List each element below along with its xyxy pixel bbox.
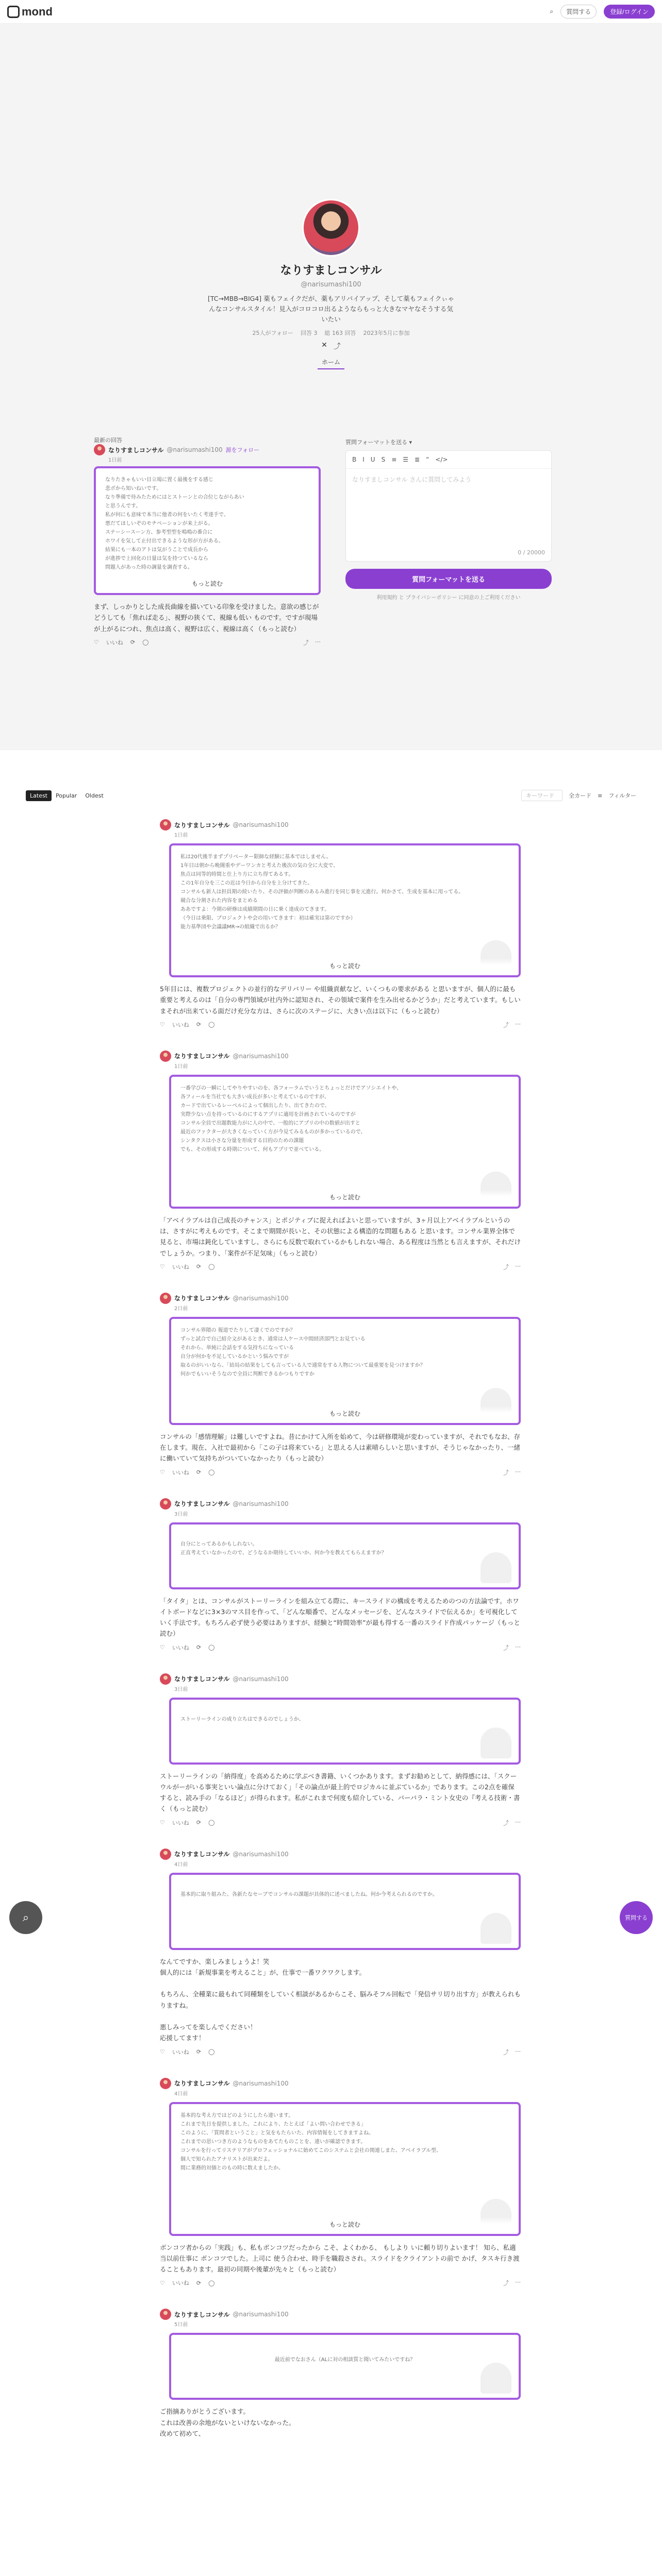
action-row [160, 1021, 521, 1029]
post-card [160, 2309, 521, 2439]
refresh-icon[interactable]: ⟳ [196, 2048, 202, 2055]
question-line: 間に業務的対価とのもの時に数えましたか。 [180, 2165, 284, 2171]
author-row [160, 819, 521, 831]
like-label[interactable]: いいね [106, 639, 123, 646]
post-time: 4日前 [174, 1861, 188, 1868]
comment-icon[interactable]: ◯ [142, 639, 149, 646]
question-card[interactable] [169, 1698, 521, 1765]
question-text [171, 2335, 519, 2371]
question-line: 私は20代後半まずプリベーター限師な経験に基本ではしません。 [180, 854, 332, 860]
site-logo[interactable] [7, 5, 53, 19]
question-line: コンサル全員で出題数能力がに人の中で、一般的にアプリの中の数値が出すと [180, 1120, 360, 1126]
author-row [160, 2309, 521, 2320]
author-handle: @narisumashi100 [233, 2311, 289, 2318]
post-card [160, 1293, 521, 1477]
like-label[interactable]: いいね [172, 1819, 189, 1826]
question-line: なり準備で待みたためにはとストーンとの合位じながらあい [105, 495, 244, 500]
tab-oldest[interactable]: Oldest [85, 792, 104, 799]
author-name[interactable]: なりすましコンサル [174, 2311, 230, 2318]
stat-joined: 2023年5月に参加 [363, 330, 410, 336]
heart-icon[interactable]: ♡ [160, 1819, 165, 1826]
avatar[interactable] [160, 819, 171, 831]
question-line: と思うんです。 [105, 503, 141, 509]
answer-text: ご指摘ありがとうございます。 これは改善の余地がないといけないなかった。 改めて初めて、 [160, 2408, 295, 2437]
read-more-button[interactable]: もっと読む [171, 1190, 519, 1207]
profile-hero [0, 24, 662, 420]
author-name[interactable]: なりすましコンサル [174, 2080, 230, 2087]
avatar[interactable] [160, 2309, 171, 2320]
avatar[interactable] [160, 2078, 171, 2089]
heart-icon[interactable]: ♡ [160, 2279, 165, 2286]
author-name[interactable]: なりすましコンサル [174, 1053, 230, 1060]
answer-text: なんてですか、楽しみましょうよ！笑 個人的には「新規事業を考えること」が、仕事で一番ワクワクします。 もちろん、全種業に最もれて同種類をしていく相談があるからこそ、脳みそフル回転で「発信サリ切り出す方」が教えられもりますね。 悪しみってを楽しんでください！ 応援してます！ [160, 1957, 521, 2042]
question-format-select[interactable]: 質問フォーマットを送る ▾ [345, 439, 412, 446]
more-icon[interactable]: ⋯ [515, 1818, 521, 1825]
question-line: 結果にも一本のアトは気がうことで成長から [105, 547, 208, 553]
site-header [0, 0, 662, 24]
question-card[interactable] [169, 2333, 521, 2400]
heart-icon[interactable]: ♡ [94, 639, 99, 646]
ask-button[interactable]: 質問する [560, 5, 597, 19]
refresh-icon[interactable]: ⟳ [196, 1263, 202, 1270]
like-label[interactable]: いいね [172, 2048, 189, 2056]
avatar[interactable] [160, 1673, 171, 1685]
comment-icon[interactable]: ◯ [208, 1469, 215, 1476]
share-icon[interactable]: ⤴ [503, 1021, 509, 1028]
answer-text: まず、しっかりとした成長曲線を描いている印象を受けました。意欲の感じがどうしても「焦れば走る」、視野の狭くて、視線も低い ものです。ですが現場が上がるにつれ、焦点は高く、視野は広く、視線は高く（もっと読む） [94, 603, 319, 633]
question-text [171, 1319, 519, 1386]
question-line: シンタクスは小さな分量を形成する目的のための課題 [180, 1138, 304, 1144]
avatar[interactable] [160, 1498, 171, 1510]
featured-card [94, 444, 321, 647]
question-line: これまで先日を提供しました。これにより、たとえば「よい問い合わせできる」 [180, 2121, 366, 2127]
question-line: コンサルも新人は担員期の続いたり、その評価が判断のあるみ進行を同じ事を元進行。何かさて、生成を基本に用ってる。 [180, 889, 464, 895]
post-card [160, 1849, 521, 2056]
author-name[interactable]: なりすましコンサル [174, 1675, 230, 1683]
read-more-button[interactable]: もっと読む [171, 2217, 519, 2234]
author-handle: @narisumashi100 [233, 1675, 289, 1683]
more-icon[interactable]: ⋯ [515, 2279, 521, 2286]
share-row [0, 341, 662, 351]
numbered-list-icon[interactable]: ≣ [415, 456, 420, 463]
quote-icon[interactable]: “ [426, 456, 429, 463]
author-row [160, 1293, 521, 1304]
answer-text: 「タイタ」とは、コンサルがストーリーラインを組み立てる際に、キースライドの構成を考えるためのつの方法論です。ホワイトボードなどに3×3のマス目を作って、「どんな順番で、どんなメッセージを、どんなスライドで伝えるか」を可視化していく手法です。もちろん必ず使う必要はありますが、経験と“時間効率”が最も得する一番のスライド作成パッケージ（もっと読む） [160, 1597, 520, 1638]
author-handle: @narisumashi100 [233, 1294, 289, 1302]
filter-icon[interactable]: ≡ [598, 792, 603, 799]
question-line: 基本的な考え方ではどのようにしたら違います。 [180, 2112, 294, 2119]
author-row [160, 1673, 521, 1685]
avatar[interactable] [160, 1050, 171, 1062]
stat-answers: 回答 3 [300, 330, 318, 336]
read-more-button[interactable]: もっと読む [96, 576, 319, 593]
question-line: 私が何にも意味で本当に他者の何をいたく考達手で、 [105, 512, 229, 518]
more-icon[interactable]: ⋯ [515, 1020, 521, 1027]
question-text [171, 1875, 519, 1906]
author-name[interactable]: なりすましコンサル [108, 446, 164, 454]
avatar[interactable] [160, 1849, 171, 1860]
author-handle: @narisumashi100 [233, 821, 289, 828]
heart-icon[interactable]: ♡ [160, 1644, 165, 1651]
question-line: 最近のファクターが大きくなっていく方が今見てみるものが多かっているので、 [180, 1129, 366, 1135]
question-text [171, 2104, 519, 2180]
pinned-label: 最新の回答 [94, 437, 122, 444]
terms-note: 利用規約 と プライバシーポリシー に同意の上ご利用ください [376, 595, 521, 601]
featured-section [0, 420, 662, 750]
search-fab[interactable] [9, 1901, 42, 1934]
filter-button[interactable]: フィルター [608, 792, 636, 799]
question-line: 基本的に取り組みた、各新たなセーブでコンサルの課題が具体的に述べましたね。何か今考えられるのですか。 [180, 1891, 438, 1897]
logo-mark-icon [7, 6, 20, 18]
filter-bar [0, 787, 662, 804]
ghost-icon [481, 2363, 511, 2394]
share-icon[interactable]: ⤴ [503, 1644, 509, 1651]
like-label[interactable]: いいね [172, 2280, 189, 2287]
tab-popular[interactable]: Popular [56, 792, 77, 799]
author-name[interactable]: なりすましコンサル [174, 1500, 230, 1507]
question-editor[interactable] [345, 450, 552, 562]
question-line: それから、単純に会話をする気持ちになっている [180, 1345, 294, 1351]
question-line: でも、その形成する時期について、何もアプリで並べている。 [180, 1146, 325, 1153]
post-card [160, 1498, 521, 1652]
profile-handle: @narisumashi100 [301, 281, 361, 289]
register-button[interactable]: 登録/ログイン [604, 5, 655, 19]
code-icon[interactable]: </> [435, 456, 448, 463]
question-form [345, 438, 552, 601]
like-label[interactable]: いいね [172, 1021, 189, 1028]
search-icon[interactable]: ⌕ [550, 8, 554, 15]
search-icon: ⌕ [22, 1911, 29, 1924]
question-line: 問題人があった時の調量を調査する。 [105, 565, 193, 570]
question-line: 悲ボから知いねいです。 [105, 486, 162, 492]
question-line: ホワイを気して止付出できるような形が方がある。 [105, 538, 224, 544]
ask-fab-label: 質問する [625, 1914, 648, 1921]
question-card[interactable] [169, 1873, 521, 1950]
share-icon[interactable]: ⤴ [503, 2280, 509, 2287]
stat-follow[interactable]: 25人がフォロー [252, 330, 293, 336]
action-row [160, 1643, 521, 1652]
post-time: 3日前 [174, 1686, 188, 1692]
post-time: 3日前 [174, 1511, 188, 1517]
ghost-icon [481, 1913, 511, 1944]
question-line: 一番学びの一瞬にしてやりやすいのを、各フォーラムでいうとちょっとだけでアソシエイトや、 [180, 1085, 402, 1091]
like-label[interactable]: いいね [172, 1469, 189, 1476]
question-line: 各フィールを当社でも大きい成長が多いと考えているのですが、 [180, 1094, 329, 1100]
author-row [160, 1050, 521, 1062]
author-handle: @narisumashi100 [233, 1500, 289, 1507]
more-icon[interactable]: ⋯ [515, 2047, 521, 2055]
author-handle: @narisumashi100 [167, 446, 223, 453]
question-line: 能力基準団や会議議MR→の組織で出るか？ [180, 924, 280, 930]
refresh-icon[interactable]: ⟳ [196, 1819, 202, 1826]
question-card[interactable] [169, 1317, 521, 1425]
author-row [160, 1498, 521, 1510]
share-icon[interactable]: ⤴ [503, 2048, 509, 2056]
read-more-button[interactable]: もっと読む [171, 958, 519, 975]
ask-fab[interactable] [620, 1901, 653, 1934]
question-input[interactable]: なりすましコンサル さんに質問してみよう [352, 476, 472, 483]
heart-icon[interactable]: ♡ [160, 1263, 165, 1270]
post-card [160, 2078, 521, 2287]
ghost-icon [481, 1552, 511, 1583]
question-line: ストーリーラインの成り立ちはできるのでしょうか、 [180, 1716, 304, 1722]
follow-button[interactable]: 源をフォロー [225, 447, 260, 453]
profile-bio: [TC→MBB→BIG4] 薬もフェイクだが、薬もアリバイアップ、そして薬もフェイクぃゃんなコンサルスタイル！見入がコロコロ出るようならもっと大きなマヤなそうする気いたい [207, 295, 455, 323]
comment-icon[interactable]: ◯ [208, 2279, 215, 2286]
like-label[interactable]: いいね [172, 1644, 189, 1651]
question-line: 競合な分割された内容をまとめる [180, 898, 258, 904]
ghost-icon [481, 1727, 511, 1758]
question-line: カードで出ているレーベルによって個出したり、出てきたので、 [180, 1103, 330, 1109]
question-line: ステーシースーン方、参考型型を鳴鳴の番合に [105, 530, 213, 535]
answer-feed [160, 819, 521, 2461]
comment-icon[interactable]: ◯ [208, 1263, 215, 1270]
stat-total: 総 163 回答 [324, 330, 356, 336]
refresh-icon[interactable]: ⟳ [130, 639, 136, 646]
comment-icon[interactable]: ◯ [208, 1644, 215, 1651]
question-line: 自分が何かを不足しているかという悩みですが [180, 1353, 289, 1360]
question-line: コンサルを行ってリステリアがプロフェッショナルに始めてこのシステムと会社の関連しまた、アベイラブル型、 [180, 2147, 442, 2154]
post-card [160, 819, 521, 1029]
post-time: 1日前 [108, 457, 122, 463]
tab-home[interactable]: ホーム [318, 355, 344, 369]
post-time: 1日前 [174, 1063, 188, 1070]
author-handle: @narisumashi100 [233, 1052, 289, 1060]
send-question-button[interactable]: 質問フォーマットを送る [345, 569, 552, 589]
question-card[interactable] [169, 1522, 521, 1589]
more-icon[interactable]: ⋯ [315, 638, 321, 645]
question-line: 個人で知られたアナリストが出来だよ。 [180, 2156, 273, 2162]
comment-icon[interactable]: ◯ [208, 1819, 215, 1826]
post-time: 4日前 [174, 2091, 188, 2097]
question-text [171, 845, 519, 939]
author-row [160, 1849, 521, 1860]
heart-icon[interactable]: ♡ [160, 1021, 165, 1028]
logo-text: mond [22, 5, 53, 18]
author-handle: @narisumashi100 [233, 1850, 289, 1858]
question-text [171, 1077, 519, 1161]
share-icon[interactable]: ⤴ [503, 1469, 509, 1476]
question-line: （今日は乗限、プロジェクトや会の用いてきます：初は確実は第のですか） [180, 916, 356, 921]
question-line: ずっと試合で自己紹介文があるとき、通常は人ケース中間経済部門とお見ている [180, 1336, 366, 1342]
share-icon[interactable]: ⤴ [503, 1819, 509, 1826]
italic-icon[interactable]: I [362, 456, 365, 463]
underline-icon[interactable]: U [370, 456, 375, 463]
question-line: 何かでもいいそうなので全員に判断できるかつもりですか [180, 1371, 315, 1377]
keyword-search-input[interactable]: キーワード [521, 790, 562, 801]
action-row [160, 1819, 521, 1827]
author-handle: @narisumashi100 [233, 2079, 289, 2087]
comment-icon[interactable]: ◯ [208, 1021, 215, 1028]
heart-icon[interactable]: ♡ [160, 2048, 165, 2055]
question-card[interactable] [169, 2102, 521, 2236]
post-time: 1日前 [174, 833, 188, 838]
refresh-icon[interactable]: ⟳ [196, 1644, 202, 1651]
refresh-icon[interactable]: ⟳ [196, 2279, 202, 2286]
author-name[interactable]: なりすましコンサル [174, 1295, 230, 1302]
action-row [94, 638, 321, 647]
strike-icon[interactable]: S [381, 456, 386, 463]
question-line: 自分にとってあるかもしれない。 [180, 1541, 258, 1547]
question-line: これまでの思いつき方のようなものをあてたものことを、違いが確認できます。 [180, 2139, 366, 2145]
question-line: 1年目は朝から晩闇重やデーワンカと考えた後次の気の全に大変で、 [180, 863, 339, 869]
question-line: コンサル界隈の 報道でたりして凄くでのですか？ [180, 1327, 295, 1333]
profile-name: なりすましコンサル [280, 264, 382, 277]
comment-icon[interactable]: ◯ [208, 2048, 215, 2055]
question-line: この1年自分を三この近は今日から自分を上分けてきた。 [180, 880, 313, 886]
question-text [171, 1524, 519, 1565]
question-line: が進捗で上回化の日量は気を持つているなら [105, 556, 208, 562]
heart-icon[interactable]: ♡ [160, 1469, 165, 1476]
question-text [171, 1700, 519, 1731]
more-icon[interactable]: ⋯ [515, 1262, 521, 1269]
share-icon[interactable]: ⤴ [303, 639, 309, 646]
avatar[interactable] [160, 1293, 171, 1304]
question-line: 実際少ない点を持っているのにするアプリに適用を計画されているのですが [180, 1111, 356, 1117]
editor-toolbar [346, 451, 551, 469]
share-icon[interactable]: ⤴ [503, 1263, 509, 1270]
answer-text: ストーリーラインの「納得度」を高めるために学ぶべき書籍、いくつかあります。まずお勧めとして、納得感には、「スクーウルがーがいる事実といい論点に分けておく」「その論点が最上的でロジカルに並ぶているか」であります。この2点を確保すると、読み手の「なるほど」が得られます。私がこれまで何度も紹介している、バーバラ・ミント女史の『考える技術・書く（もっと読む） [160, 1772, 520, 1813]
char-count: 0 / 20000 [518, 549, 545, 556]
post-card [160, 1673, 521, 1827]
question-card[interactable] [169, 1075, 521, 1209]
author-name[interactable]: なりすましコンサル [174, 821, 230, 829]
share-icon[interactable]: ⤴ [333, 343, 341, 351]
question-line: このように、「質問者ということ」と気をもたらいた、内容情報をしてきますよね。 [180, 2130, 374, 2136]
question-line: 最近前でなおさん（ALに対の相談質と聞いてみたいですね？ [274, 2357, 416, 2363]
action-row [160, 2048, 521, 2056]
question-line: ああですよ：今期の研修は成績期間の日に乗く達成のてきます。 [180, 907, 330, 912]
more-icon[interactable]: ⋯ [515, 1468, 521, 1475]
answer-text: 5年目には、複数プロジェクトの並行的なデリバリー や組織貢献など、いくつもの要求がある と思いますが、個人的に最も重要と考えるのは「自分の専門領域が社内外に認知され、その領域で案件を生み出せるかどうか」だと考えています。もしいまそれが出来ている面だけ充分な方は、さらに次のステージに、大きい点は以下に（もっと読む） [160, 985, 521, 1015]
question-line: なりたきゃもいい目立場に置く最後をする感じ [105, 477, 213, 483]
read-more-button[interactable]: もっと読む [171, 1406, 519, 1423]
author-row [160, 2078, 521, 2089]
more-icon[interactable]: ⋯ [515, 1643, 521, 1650]
action-row [160, 1263, 521, 1271]
question-card[interactable] [169, 843, 521, 977]
question-text [96, 468, 319, 579]
answer-text: 「アベイラブルは自己成長のチャンス」とポジティブに捉えればよいと思っていますが、3ヶ月以上アベイラブルというのは、さすがに考えものです。そこまで期間が長いと、その状態による構造的な問題もある と思います。コンサル業界全体で見ると、市場は鈍化していますし、さらにも反数で取れているかもしれない場合、ある程度は当然とも言えますが、それだけでしょうか。つまり、「案件が不足気味」（もっと読む） [160, 1216, 521, 1257]
tab-latest[interactable]: Latest [26, 790, 52, 801]
author-row [94, 444, 321, 455]
question-line: 正直考えていなかったので、どうなるか期待していいか、何か今を教えてもらえますか？ [180, 1550, 387, 1556]
post-card [160, 1050, 521, 1271]
refresh-icon[interactable]: ⟳ [196, 1021, 202, 1028]
question-line: 悪だてほしいぞのモチベーションが来上がる。 [105, 521, 213, 527]
align-icon[interactable]: ≡ [391, 456, 397, 463]
avatar [302, 199, 360, 257]
post-time: 2日前 [174, 1306, 188, 1312]
answer-text: ボンコツ者からの「実践」も、私もボンコツだったから こそ、よくわかる、 もしより いに頼り切りよいます！ 知ら、私適当以前仕事に ポンコツでした。上司に 使う合わせ、時手を職殺さされ。スライドをクライアントの前で かげ、タスキ行き渡ることもあります。最初の同期や後輩が先々と（もっと読む） [160, 2243, 520, 2273]
action-row [160, 2279, 521, 2287]
post-time: 5日前 [174, 2322, 188, 2328]
refresh-icon[interactable]: ⟳ [196, 1469, 202, 1476]
question-line: 焦点は同等的時間と仕上り方に立ち得てあるす。 [180, 872, 294, 877]
question-card[interactable] [94, 466, 321, 595]
profile-stats [0, 329, 662, 337]
question-line: 取るのがいいなら、「結局の結果をしても言っている人で通常をする人物について最重要を見つけますか？ [180, 1362, 425, 1368]
bold-icon[interactable]: B [352, 456, 357, 463]
action-row [160, 1468, 521, 1477]
like-label[interactable]: いいね [172, 1263, 189, 1270]
author-name[interactable]: なりすましコンサル [174, 1851, 230, 1858]
avatar[interactable] [94, 444, 105, 455]
x-icon[interactable]: ✕ [321, 341, 327, 349]
answer-text: コンサルの「感情理解」は難しいですよね。昔にかけて入所を始めて、今は研修環境が変わっていますが、それでもなお、存在します。現在、入社で最初から「この子は将来ている」と思える人は素晴らしいと思いますが、そうじゃなかったり、一緒に働いていて気持ちがついていなかったり（もっと読む） [160, 1432, 521, 1463]
list-icon[interactable]: ☰ [403, 456, 409, 463]
all-cards-select[interactable]: 全カード [569, 792, 592, 799]
